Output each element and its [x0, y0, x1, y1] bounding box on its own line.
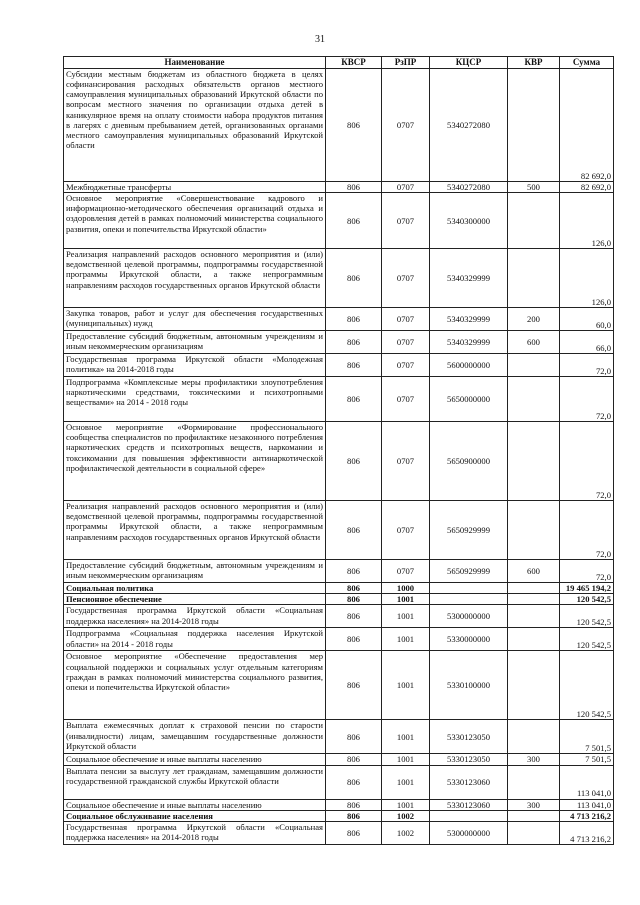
page-number: 31	[315, 34, 325, 45]
cell-kvr: 500	[508, 182, 560, 193]
cell-kvsr: 806	[326, 821, 382, 844]
cell-kvsr: 806	[326, 331, 382, 354]
cell-rzpr: 0707	[382, 377, 430, 422]
header-name: Наименование	[64, 57, 326, 69]
cell-kvsr: 806	[326, 605, 382, 628]
cell-rzpr: 0707	[382, 331, 430, 354]
cell-kcsr: 5330000000	[430, 628, 508, 651]
cell-kvr: 200	[508, 308, 560, 331]
cell-kvr	[508, 605, 560, 628]
table-row	[64, 331, 614, 354]
cell-kvr	[508, 583, 560, 594]
cell-sum: 72,0	[560, 422, 614, 501]
cell-kvsr: 806	[326, 594, 382, 605]
cell-name: Социальное обеспечение и иные выплаты населению	[64, 799, 326, 810]
table-row	[64, 810, 614, 821]
table-row	[64, 651, 614, 720]
cell-kcsr: 5340272080	[430, 69, 508, 182]
cell-rzpr: 0707	[382, 560, 430, 583]
table-row	[64, 799, 614, 810]
cell-name: Закупка товаров, работ и услуг для обеспечения государственных (муниципальных) нужд	[64, 308, 326, 331]
cell-name: Основное мероприятие «Формирование профессионального сообщества специалистов по профилактике незаконного потребления наркотических средств и психотропных веществ, наркомании и токсикомании для повышения эффективности антинаркотической профилактической деятельности в социальной сфере»	[64, 422, 326, 501]
cell-rzpr: 1001	[382, 651, 430, 720]
cell-kvr	[508, 821, 560, 844]
cell-name: Межбюджетные трансферты	[64, 182, 326, 193]
cell-sum: 19 465 194,2	[560, 583, 614, 594]
cell-sum: 120 542,5	[560, 628, 614, 651]
cell-kcsr: 5330123060	[430, 765, 508, 799]
cell-kvsr: 806	[326, 354, 382, 377]
table-row	[64, 308, 614, 331]
cell-kcsr	[430, 810, 508, 821]
cell-kvsr: 806	[326, 182, 382, 193]
table-row	[64, 501, 614, 560]
cell-rzpr: 0707	[382, 249, 430, 308]
table-row	[64, 765, 614, 799]
cell-rzpr: 1002	[382, 810, 430, 821]
cell-rzpr: 0707	[382, 193, 430, 249]
cell-rzpr: 1001	[382, 720, 430, 754]
cell-sum: 60,0	[560, 308, 614, 331]
table-row	[64, 594, 614, 605]
cell-kvr	[508, 720, 560, 754]
cell-kcsr: 5650900000	[430, 422, 508, 501]
cell-rzpr: 1001	[382, 594, 430, 605]
cell-rzpr: 0707	[382, 308, 430, 331]
cell-name: Выплата пенсии за выслугу лет гражданам, замещавшим должности государственной гражданской службы Иркутской области	[64, 765, 326, 799]
table-row	[64, 720, 614, 754]
cell-sum: 82 692,0	[560, 182, 614, 193]
cell-name: Предоставление субсидий бюджетным, автономным учреждениям и иным некоммерческим организациям	[64, 331, 326, 354]
table-row	[64, 354, 614, 377]
header-sum: Сумма	[560, 57, 614, 69]
cell-kcsr: 5330123050	[430, 720, 508, 754]
table-row	[64, 605, 614, 628]
cell-sum: 4 713 216,2	[560, 821, 614, 844]
cell-name: Реализация направлений расходов основного мероприятия и (или) ведомственной целевой программы, подпрограммы государственной программы Иркутской области, а также непрограммным направлениям расходов государственных органов Иркутской области	[64, 249, 326, 308]
cell-name: Социальная политика	[64, 583, 326, 594]
cell-kvsr: 806	[326, 754, 382, 765]
cell-name: Социальное обслуживание населения	[64, 810, 326, 821]
cell-name: Реализация направлений расходов основного мероприятия и (или) ведомственной целевой программы, подпрограммы государственной программы Иркутской области, а также непрограммным направлениям расходов государственных органов Иркутской области	[64, 501, 326, 560]
cell-kvsr: 806	[326, 560, 382, 583]
cell-name: Подпрограмма «Социальная поддержка населения Иркутской области» на 2014 - 2018 годы	[64, 628, 326, 651]
cell-kvsr: 806	[326, 422, 382, 501]
cell-kvsr: 806	[326, 308, 382, 331]
cell-rzpr: 1001	[382, 754, 430, 765]
cell-sum: 7 501,5	[560, 720, 614, 754]
table-row	[64, 377, 614, 422]
table-row	[64, 628, 614, 651]
cell-name: Подпрограмма «Комплексные меры профилактики злоупотребления наркотическими средствами, токсическими и психотропными веществами» на 2014 - 2018 годы	[64, 377, 326, 422]
table-header-row	[64, 57, 614, 69]
header-rzpr: РзПР	[382, 57, 430, 69]
cell-sum: 120 542,5	[560, 605, 614, 628]
cell-kvr	[508, 193, 560, 249]
cell-kvsr: 806	[326, 651, 382, 720]
cell-kvr	[508, 628, 560, 651]
cell-kcsr: 5340272080	[430, 182, 508, 193]
cell-kvr	[508, 422, 560, 501]
table-row	[64, 182, 614, 193]
cell-sum: 66,0	[560, 331, 614, 354]
cell-kcsr: 5330123050	[430, 754, 508, 765]
cell-name: Основное мероприятие «Обеспечение предоставления мер социальной поддержки и социальных услуг отдельным категориям граждан в рамках полномочий министерства социального развития, опеки и попечительства Иркутской области»	[64, 651, 326, 720]
cell-kvr	[508, 354, 560, 377]
cell-rzpr: 1001	[382, 765, 430, 799]
header-kvr: КВР	[508, 57, 560, 69]
table-row	[64, 249, 614, 308]
cell-rzpr: 1001	[382, 799, 430, 810]
header-kcsr: КЦСР	[430, 57, 508, 69]
cell-name: Социальное обеспечение и иные выплаты населению	[64, 754, 326, 765]
table-row	[64, 821, 614, 844]
cell-rzpr: 0707	[382, 69, 430, 182]
cell-kcsr	[430, 594, 508, 605]
cell-kvsr: 806	[326, 583, 382, 594]
table-row	[64, 69, 614, 182]
cell-kcsr: 5330123060	[430, 799, 508, 810]
cell-kcsr: 5300000000	[430, 821, 508, 844]
cell-kvr	[508, 810, 560, 821]
cell-sum: 72,0	[560, 354, 614, 377]
cell-kvr	[508, 377, 560, 422]
cell-kvr: 300	[508, 799, 560, 810]
cell-rzpr: 1001	[382, 628, 430, 651]
cell-sum: 72,0	[560, 377, 614, 422]
cell-rzpr: 0707	[382, 354, 430, 377]
cell-kcsr: 5600000000	[430, 354, 508, 377]
cell-sum: 126,0	[560, 193, 614, 249]
cell-name: Государственная программа Иркутской области «Социальная поддержка населения» на 2014-2018 годы	[64, 605, 326, 628]
table-row	[64, 193, 614, 249]
cell-kcsr: 5340329999	[430, 308, 508, 331]
cell-kvsr: 806	[326, 765, 382, 799]
cell-kcsr: 5300000000	[430, 605, 508, 628]
cell-kvr	[508, 594, 560, 605]
cell-rzpr: 0707	[382, 422, 430, 501]
cell-name: Выплата ежемесячных доплат к страховой пенсии по старости (инвалидности) лицам, замещавшим государственные должности Иркутской области	[64, 720, 326, 754]
cell-kvr	[508, 651, 560, 720]
cell-name: Государственная программа Иркутской области «Молодежная политика» на 2014-2018 годы	[64, 354, 326, 377]
cell-kcsr: 5650929999	[430, 501, 508, 560]
table-row	[64, 560, 614, 583]
table-row	[64, 583, 614, 594]
cell-name: Предоставление субсидий бюджетным, автономным учреждениям и иным некоммерческим организациям	[64, 560, 326, 583]
cell-kcsr: 5340300000	[430, 193, 508, 249]
cell-rzpr: 1000	[382, 583, 430, 594]
cell-sum: 72,0	[560, 501, 614, 560]
cell-kvr	[508, 501, 560, 560]
cell-kvsr: 806	[326, 377, 382, 422]
cell-kvr: 300	[508, 754, 560, 765]
cell-kvr: 600	[508, 560, 560, 583]
table-row	[64, 754, 614, 765]
cell-kvsr: 806	[326, 628, 382, 651]
cell-sum: 82 692,0	[560, 69, 614, 182]
cell-rzpr: 0707	[382, 501, 430, 560]
cell-kvsr: 806	[326, 249, 382, 308]
cell-name: Основное мероприятие «Совершенствование кадрового и информационно-методического обеспечения организаций отдыха и оздоровления детей в рамках полномочий министерства социального развития, опеки и попечительства Иркутской области»	[64, 193, 326, 249]
header-kvsr: КВСР	[326, 57, 382, 69]
table-body	[64, 69, 614, 845]
cell-kvr	[508, 765, 560, 799]
cell-sum: 126,0	[560, 249, 614, 308]
cell-name: Пенсионное обеспечение	[64, 594, 326, 605]
cell-kvsr: 806	[326, 69, 382, 182]
cell-sum: 4 713 216,2	[560, 810, 614, 821]
table-row	[64, 422, 614, 501]
cell-kcsr: 5330100000	[430, 651, 508, 720]
cell-name: Государственная программа Иркутской области «Социальная поддержка населения» на 2014-2018 годы	[64, 821, 326, 844]
cell-kvsr: 806	[326, 720, 382, 754]
cell-sum: 7 501,5	[560, 754, 614, 765]
cell-kcsr: 5650929999	[430, 560, 508, 583]
cell-sum: 113 041,0	[560, 765, 614, 799]
cell-sum: 113 041,0	[560, 799, 614, 810]
cell-kvsr: 806	[326, 799, 382, 810]
budget-table	[63, 56, 614, 845]
cell-kvsr: 806	[326, 193, 382, 249]
cell-kcsr: 5340329999	[430, 331, 508, 354]
cell-rzpr: 1002	[382, 821, 430, 844]
cell-kvr	[508, 69, 560, 182]
cell-kvr: 600	[508, 331, 560, 354]
cell-name: Субсидии местным бюджетам из областного бюджета в целях софинансирования расходных обязательств органов местного самоуправления муниципальных образований Иркутской области по вопросам местного значения по организации отдыха детей в каникулярное время на оплату стоимости набора продуктов питания в лагерях с дневным пребыванием детей, организованных органами местного самоуправления муниципальных образований Иркутской области	[64, 69, 326, 182]
cell-kcsr: 5650000000	[430, 377, 508, 422]
cell-sum: 120 542,5	[560, 594, 614, 605]
cell-kvsr: 806	[326, 810, 382, 821]
cell-kvsr: 806	[326, 501, 382, 560]
cell-sum: 72,0	[560, 560, 614, 583]
cell-kcsr	[430, 583, 508, 594]
cell-kcsr: 5340329999	[430, 249, 508, 308]
cell-sum: 120 542,5	[560, 651, 614, 720]
cell-kvr	[508, 249, 560, 308]
cell-rzpr: 1001	[382, 605, 430, 628]
cell-rzpr: 0707	[382, 182, 430, 193]
